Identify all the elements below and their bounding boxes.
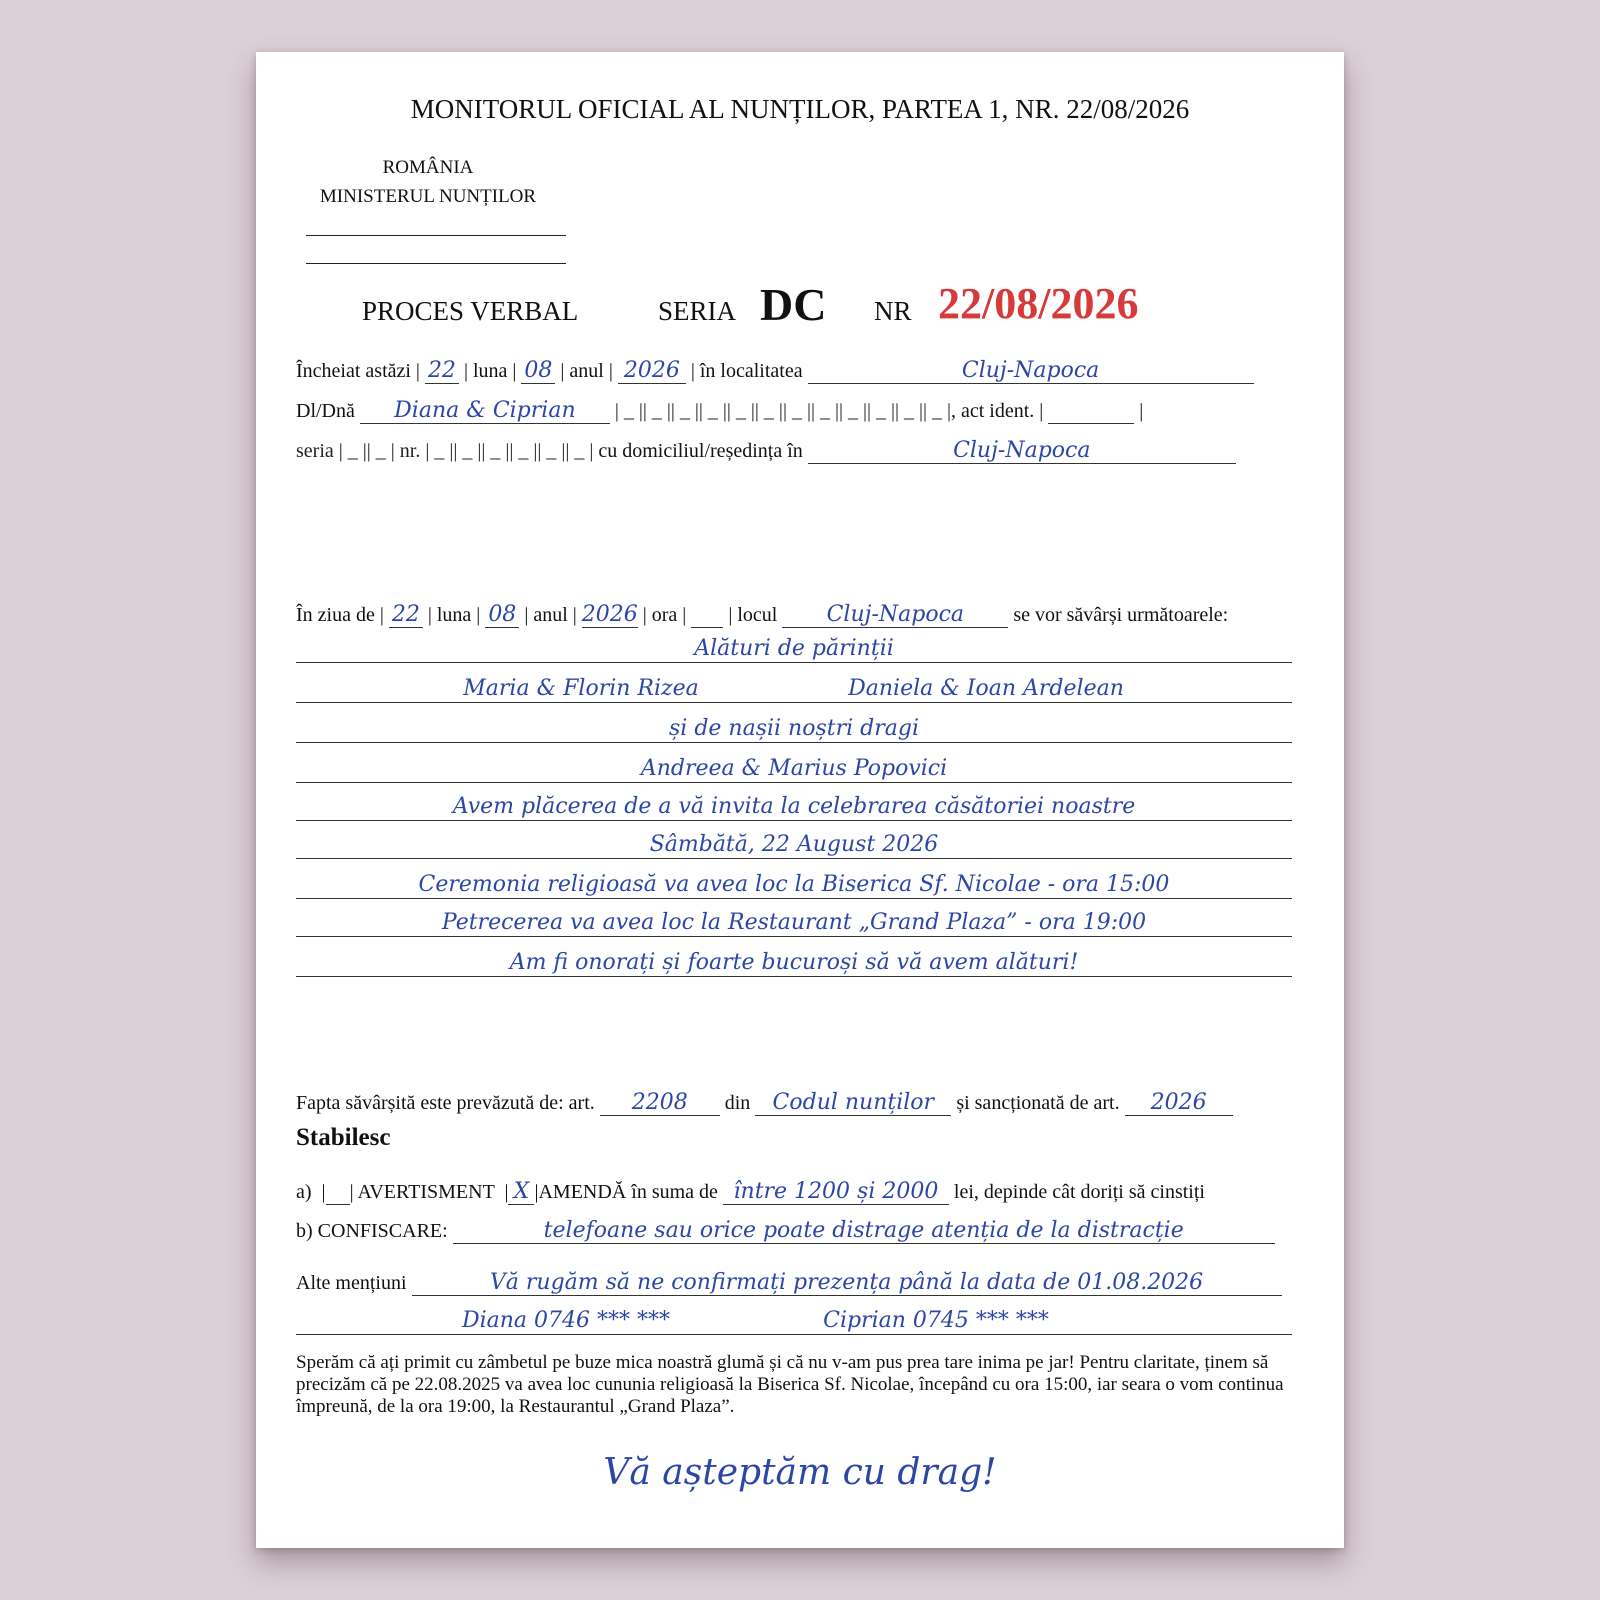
seria-label: SERIA (658, 296, 737, 326)
act-ident-field[interactable] (1048, 400, 1134, 424)
confiscare-field[interactable]: telefoane sau orice poate distrage atenția de la distracție (453, 1218, 1275, 1244)
localitate-label: | în localitatea (690, 360, 803, 382)
invite-line-1: Alături de părinții (694, 636, 894, 661)
amenda-line: a) | | AVERTISMENT | X |AMENDĂ în suma de între 1200 și 2000 lei, depinde cât doriți să cinstiți (296, 1179, 1205, 1204)
avertisment-label: AVERTISMENT (357, 1181, 495, 1203)
nr-label: NR (874, 296, 912, 326)
ruled-line-6 (296, 858, 1292, 859)
anul-label: | anul | (560, 360, 613, 382)
dl-dna-prefix: Dl/Dnă (296, 400, 355, 422)
gazette-title: MONITORUL OFICIAL AL NUNȚILOR, PARTEA 1, NR. 22/08/2026 (410, 94, 1190, 124)
invite-line-9: Am fi onorați și foarte bucuroși să vă avem alături! (509, 950, 1079, 975)
nr-value: 22/08/2026 (938, 279, 1139, 328)
seria-nr-boxes: seria | _ || _ | nr. | _ || _ || _ || _ || _ || _ | (296, 440, 594, 462)
invite-line-8: Petrecerea va avea loc la Restaurant „Grand Plaza” - ora 19:00 (441, 910, 1147, 935)
invite-line-7: Ceremonia religioasă va avea loc la Biserica Sf. Nicolae - ora 15:00 (418, 872, 1170, 897)
ministry-rule-1 (306, 235, 566, 236)
amenda-checkbox[interactable]: X (508, 1179, 534, 1205)
avertisment-checkbox[interactable] (326, 1181, 350, 1205)
event-day-field[interactable]: 22 (389, 602, 423, 628)
confiscare-line (296, 1218, 1275, 1244)
contact-ciprian: Ciprian 0745 *** *** (823, 1308, 1049, 1333)
ziua-prefix: În ziua de | (296, 604, 384, 626)
ministry-rule-2 (306, 263, 566, 264)
day-field[interactable]: 22 (425, 358, 459, 384)
act-ident-label: , act ident. | (950, 400, 1044, 422)
dl-dna-line (296, 398, 1143, 424)
alte-mentiuni-field[interactable]: Vă rugăm să ne confirmați prezența până la data de 01.08.2026 (412, 1270, 1282, 1296)
ora-field[interactable] (691, 602, 723, 628)
event-month-field[interactable]: 08 (485, 602, 519, 628)
signoff: Vă așteptăm cu drag! (603, 1452, 997, 1493)
alte-mentiuni-label: Alte mențiuni (296, 1272, 407, 1294)
amount-field[interactable]: între 1200 și 2000 (723, 1179, 949, 1205)
document-page (256, 52, 1344, 1548)
ministry-label: MINISTERUL NUNȚILOR (319, 186, 537, 207)
domiciliu-label: cu domiciliul/reședința în (598, 440, 803, 462)
incheiat-prefix: Încheiat astăzi | (296, 360, 420, 382)
name-field[interactable]: Diana & Ciprian (360, 398, 610, 424)
fapta-line (296, 1090, 1233, 1116)
incheiat-line (296, 358, 1254, 384)
closing-paragraph: Sperăm că ați primit cu zâmbetul pe buze mica noastră glumă și că nu v-am pus prea tare inima pe jar! Pentru claritate, ținem să precizăm că pe 22.08.2025 va avea loc cununia religioasă la Biserica Sf. Nicolae, începând cu ora 15:00, iar seara o vom continua împreună, de la ora 19:00, la Restaurantul „Grand Plaza”. (296, 1352, 1284, 1417)
invite-line-6: Sâmbătă, 22 August 2026 (649, 832, 939, 857)
stabilesc-heading: Stabilesc (296, 1124, 391, 1151)
ruled-line-3 (296, 742, 1292, 743)
fapta-prefix: Fapta săvârșită este prevăzută de: art. (296, 1092, 595, 1114)
month-field[interactable]: 08 (521, 358, 555, 384)
savarsi-label: se vor săvârși următoarele: (1013, 604, 1229, 626)
proces-verbal-title: PROCES VERBAL (362, 296, 579, 326)
event-year-field[interactable]: 2026 (581, 602, 638, 627)
confiscare-label: b) CONFISCARE: (296, 1220, 448, 1242)
event-luna-label: | luna | (427, 604, 481, 626)
invite-parents-2: Daniela & Ioan Ardelean (848, 676, 1124, 701)
amenda-label: AMENDĂ în suma de (538, 1181, 718, 1203)
contact-diana: Diana 0746 *** *** (461, 1308, 671, 1333)
sanctionata-label: și sancționată de art. (956, 1092, 1120, 1114)
country-label: ROMÂNIA (382, 157, 474, 178)
contacts-rule (296, 1334, 1292, 1335)
art2-field[interactable]: 2026 (1125, 1090, 1233, 1116)
luna-label: | luna | (463, 360, 517, 382)
seria-nr-line (296, 438, 1236, 464)
ziua-line (296, 602, 1228, 628)
lei-label: lei, depinde cât doriți să cinstiți (953, 1181, 1205, 1203)
seria-value: DC (760, 279, 827, 330)
a-prefix: a) (296, 1181, 312, 1203)
ruled-line-2 (296, 702, 1292, 703)
locality-field[interactable]: Cluj-Napoca (808, 358, 1254, 384)
ruled-line-1 (296, 662, 1292, 663)
art1-field[interactable]: 2208 (600, 1090, 720, 1116)
ruled-line-8 (296, 936, 1292, 937)
ruled-line-7 (296, 898, 1292, 899)
alte-mentiuni-line (296, 1270, 1282, 1296)
ora-label: | ora | (642, 604, 687, 626)
cnp-boxes: | _ || _ || _ || _ || _ || _ || _ || _ || _ || _ || _ || _ | (614, 400, 951, 422)
ruled-line-5 (296, 820, 1292, 821)
ruled-line-9 (296, 976, 1292, 977)
place-field[interactable]: Cluj-Napoca (782, 602, 1008, 628)
domicile-field[interactable]: Cluj-Napoca (808, 438, 1236, 464)
act-ident-end: | (1139, 400, 1144, 422)
invite-line-3: și de nașii noștri dragi (669, 716, 919, 741)
din-label: din (724, 1092, 751, 1114)
event-anul-label: | anul | (524, 604, 577, 626)
locul-label: | locul (728, 604, 778, 626)
invite-line-4: Andreea & Marius Popovici (640, 756, 948, 781)
invite-line-5: Avem plăcerea de a vă invita la celebrarea căsătoriei noastre (452, 794, 1136, 819)
ruled-line-4 (296, 782, 1292, 783)
invite-parents-1: Maria & Florin Rizea (463, 676, 699, 701)
year-field[interactable]: 2026 (618, 358, 686, 384)
codul-field[interactable]: Codul nunților (755, 1090, 951, 1116)
